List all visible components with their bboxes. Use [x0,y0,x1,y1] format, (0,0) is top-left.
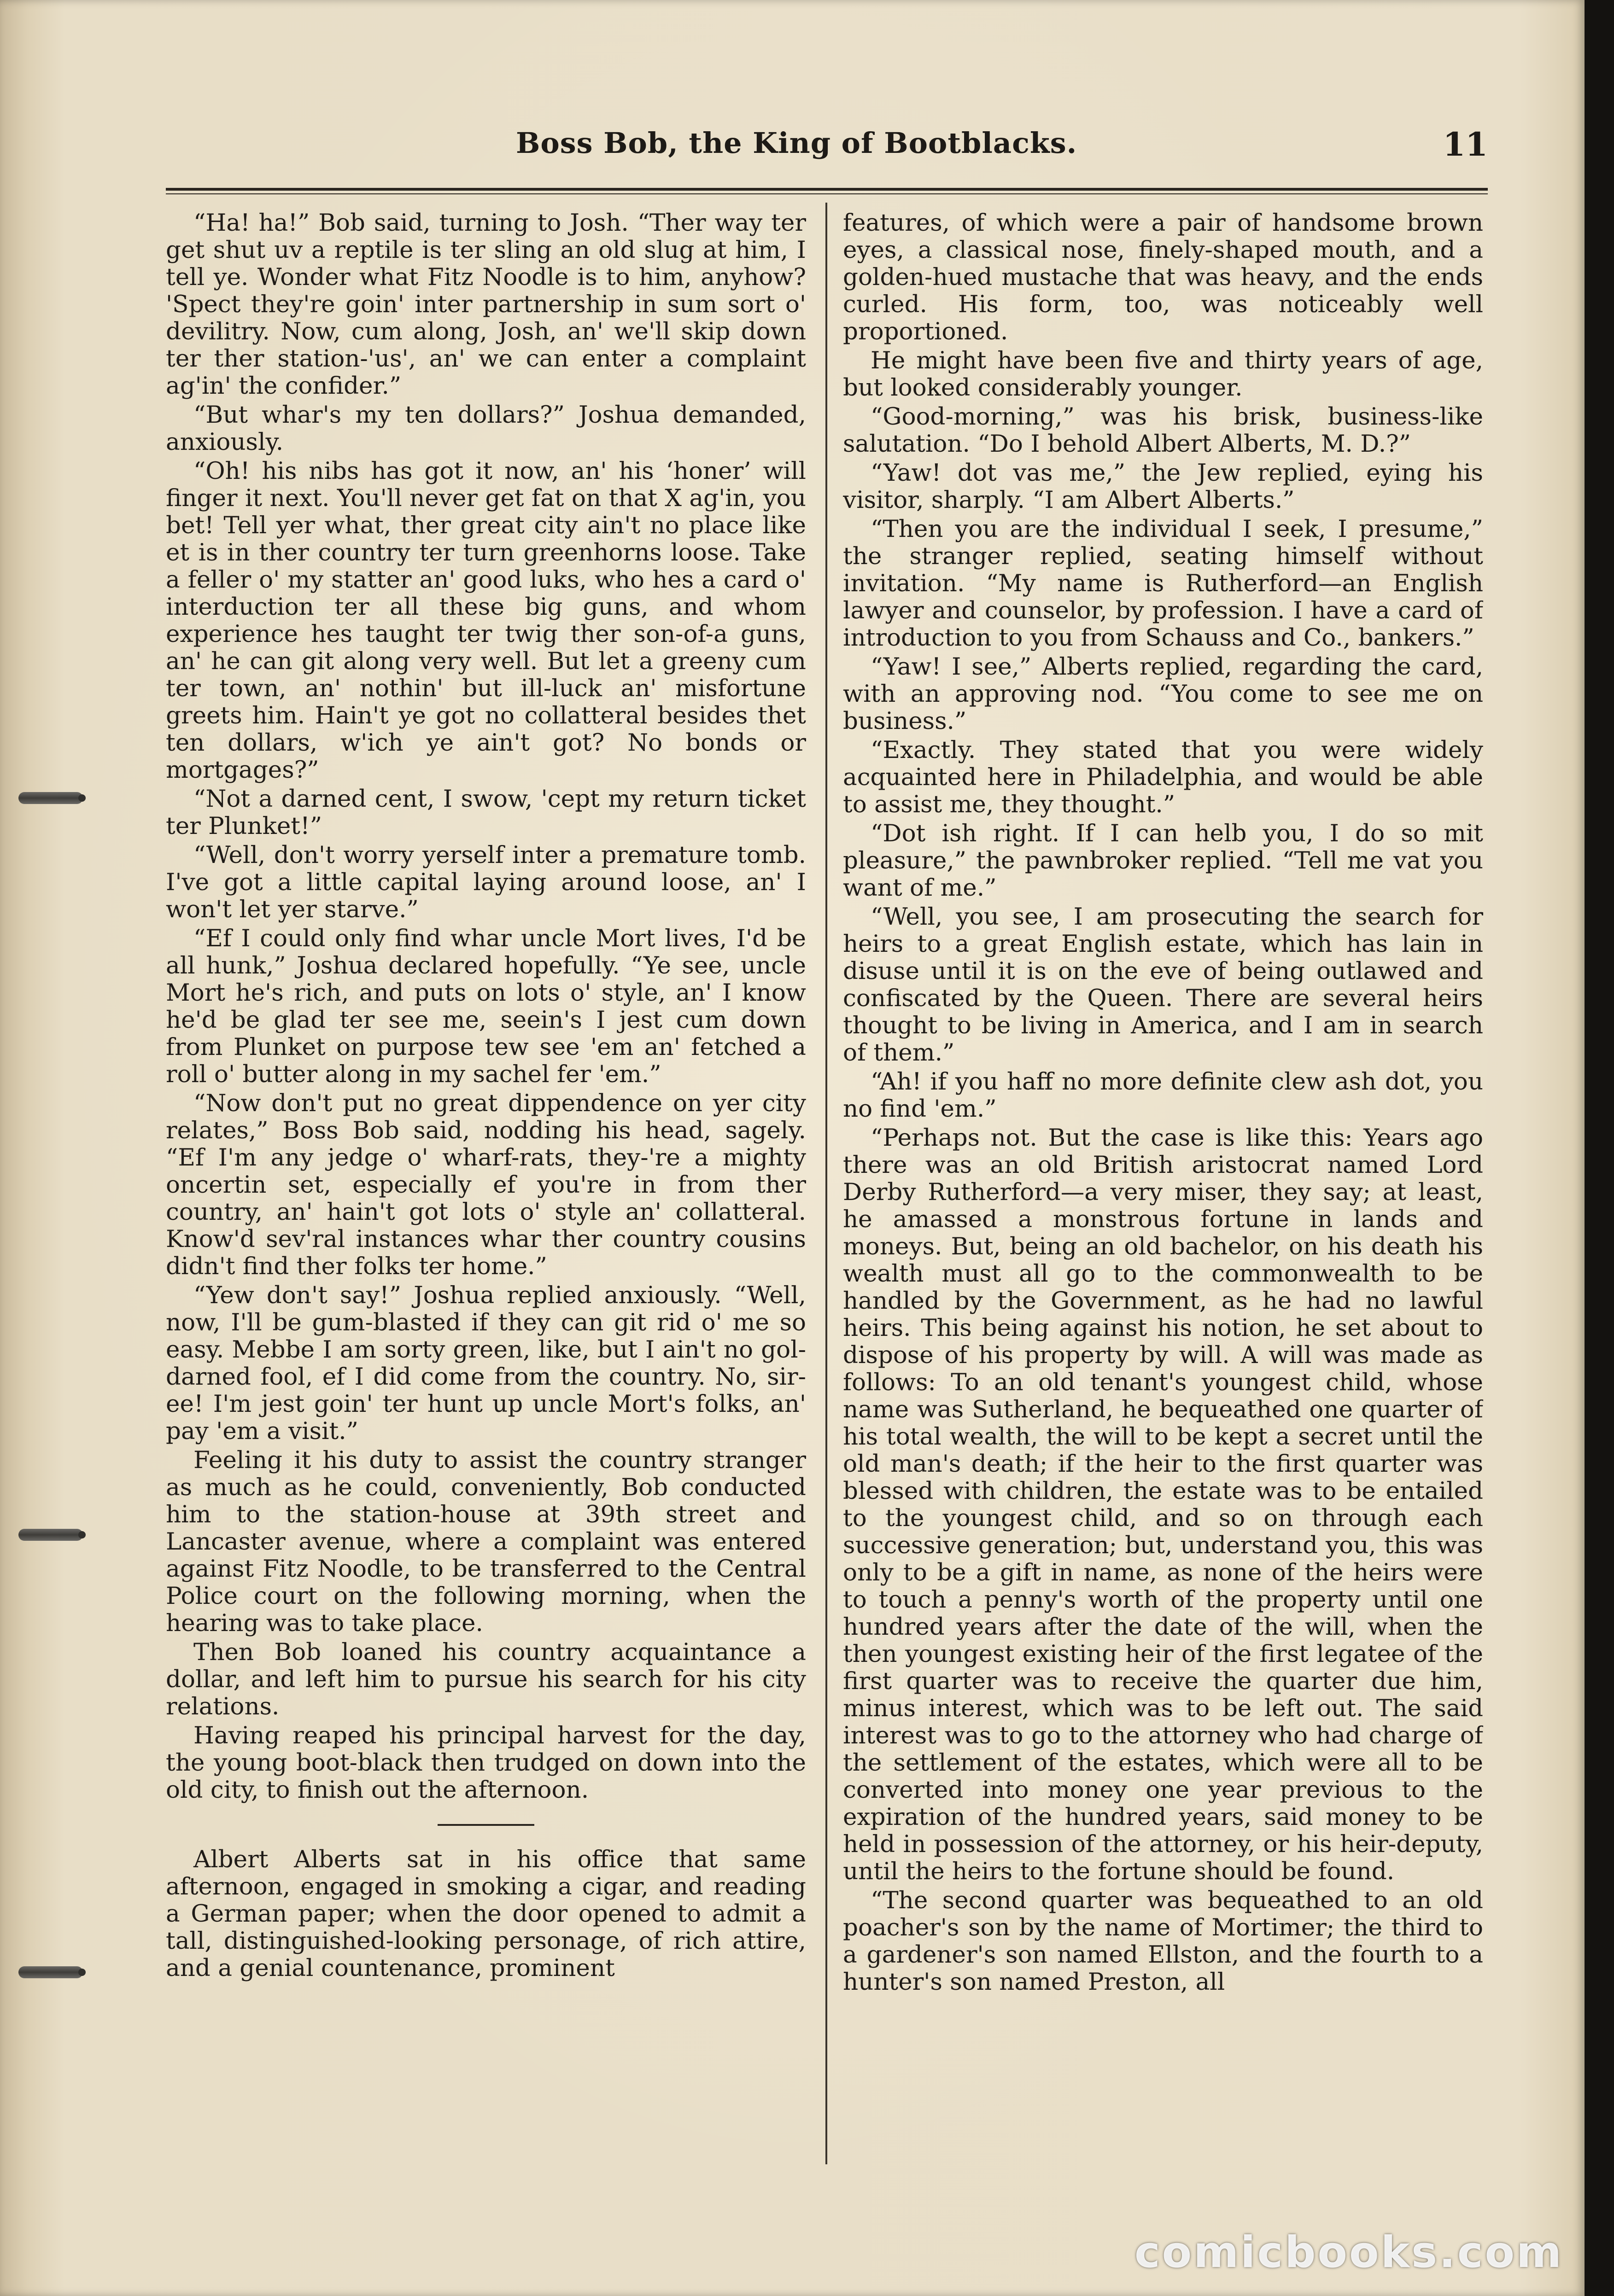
paragraph: “Now don't put no great dippendence on yer city relates,” Boss Bob said, nodding his head, sagely. “Ef I'm any jedge o' wharf-rats, they-'re a mighty oncertin set, especially ef you're in from ther country, an' hain't got lots o' style an' collatteral. Know'd sev'ral instances whar ther country cousins didn't find ther folks ter home.” [166,1090,806,1280]
running-title: Boss Bob, the King of Bootblacks. [516,126,1077,160]
left-paragraphs-after-divider [166,1846,806,1982]
paragraph: “Perhaps not. But the case is like this: Years ago there was an old British aristocrat named Lord Derby Rutherford—a very miser, they say; at least, he amassed a monstrous fortune in lands and moneys. But, being an old bachelor, on his death his wealth must all go to the commonwealth to be handled by the Government, as he had no lawful heirs. This being against his notion, he set about to dispose of his property by will. A will was made as follows: To an old tenant's youngest child, whose name was Sutherland, he bequeathed one quarter of his total wealth, the will to be kept a secret until the old man's death; if the heir to the first quarter was blessed with children, the estate was to be entailed to the youngest child, and so on through each successive generation; but, understand you, this was only to be a gift in name, as none of the heirs were to touch a penny's worth of the property until one hundred years after the date of the will, when the then youngest existing heir of the first legatee of the first quarter was to receive the quarter due him, minus interest, which was to be left out. The said interest was to go to the attorney who had charge of the settlement of the estates, which were all to be converted into money one year previous to the expiration of the hundred years, said money to be held in possession of the attorney, or his heir-deputy, until the heirs to the fortune should be found. [843,1124,1483,1885]
header-rule-thin [166,193,1488,194]
paragraph: “Ha! ha!” Bob said, turning to Josh. “Ther way ter get shut uv a reptile is ter sling an old slug at him, I tell ye. Wonder what Fitz Noodle is to him, anyhow? 'Spect they're goin' inter partnership in sum sort o' devilitry. Now, cum along, Josh, an' we'll skip down ter ther station-'us', an' we can enter a complaint ag'in' the confider.” [166,210,806,400]
paragraph: “Exactly. They stated that you were widely acquainted here in Philadelphia, and would be able to assist me, they thought.” [843,736,1483,818]
paragraph: “Yew don't say!” Joshua replied anxiously. “Well, now, I'll be gum-blasted if they can git rid o' me so easy. Mebbe I am sorty green, like, but I ain't no gol-darned fool, ef I did come from the country. No, sir-ee! I'm jest goin' ter hunt up uncle Mort's folks, an' pay 'em a visit.” [166,1282,806,1445]
binding-stitch [18,792,83,804]
left-paragraphs [166,210,806,1804]
paragraph: Feeling it his duty to assist the country stranger as much as he could, conveniently, Bob conducted him to the station-house at 39th street and Lancaster avenue, where a complaint was entered against Fitz Noodle, to be transferred to the Central Police court on the following morning, when the hearing was to take place. [166,1446,806,1637]
binding-stitch [18,1966,83,1978]
binding-stitch [18,1529,83,1541]
paragraph: features, of which were a pair of handsome brown eyes, a classical nose, finely-shaped mouth, and a golden-hued mustache that was heavy, and the ends curled. His form, too, was noticeably well proportioned. [843,210,1483,345]
paragraph: “Yaw! I see,” Alberts replied, regarding the card, with an approving nod. “You come to see me on business.” [843,653,1483,735]
paragraph: He might have been five and thirty years of age, but looked considerably younger. [843,347,1483,402]
paragraph: “Well, you see, I am prosecuting the search for heirs to a great English estate, which has lain in disuse until it is on the eve of being outlawed and confiscated by the Queen. There are several heirs thought to be living in America, and I am in search of them.” [843,903,1483,1066]
paragraph: “Good-morning,” was his brisk, business-like salutation. “Do I behold Albert Alberts, M. D.?” [843,403,1483,458]
paragraph: Albert Alberts sat in his office that same afternoon, engaged in smoking a cigar, and reading a German paper; when the door opened to admit a tall, distinguished-looking personage, of rich attire, and a genial countenance, prominent [166,1846,806,1982]
paragraph: “The second quarter was bequeathed to an old poacher's son by the name of Mortimer; the third to a gardener's son named Ellston, and the fourth to a hunter's son named Preston, all [843,1887,1483,1996]
page-header [166,121,1488,171]
paragraph: “Yaw! dot vas me,” the Jew replied, eying his visitor, sharply. “I am Albert Alberts.” [843,459,1483,514]
column-divider [825,203,827,2164]
paragraph: “Ef I could only find whar uncle Mort lives, I'd be all hunk,” Joshua declared hopefully. “Ye see, uncle Mort he's rich, and puts on lots o' style, an' I know he'd be glad ter see me, seein's I jest cum down from Plunket on purpose tew see 'em an' fetched a roll o' butter along in my sachel fer 'em.” [166,925,806,1088]
paragraph: “But whar's my ten dollars?” Joshua demanded, anxiously. [166,401,806,456]
right-column [843,210,1483,2162]
header-rule [166,188,1488,191]
paragraph: “Ah! if you haff no more definite clew ash dot, you no find 'em.” [843,1068,1483,1123]
paragraph: “Then you are the individual I seek, I presume,” the stranger replied, seating himself without invitation. “My name is Rutherford—an English lawyer and counselor, by profession. I have a card of introduction to you from Schauss and Co., bankers.” [843,515,1483,652]
paragraph: “Not a darned cent, I swow, 'cept my return ticket ter Plunket!” [166,785,806,840]
paragraph: Having reaped his principal harvest for the day, the young boot-black then trudged on down into the old city, to finish out the afternoon. [166,1722,806,1804]
page-number: 11 [1443,125,1488,163]
right-paragraphs [843,210,1483,1996]
section-divider [438,1824,534,1826]
watermark: comicbooks.com [1134,2227,1563,2278]
paragraph: “Dot ish right. If I can helb you, I do so mit pleasure,” the pawnbroker replied. “Tell me vat you want of me.” [843,820,1483,902]
paragraph: “Well, don't worry yerself inter a premature tomb. I've got a little capital laying around loose, an' I won't let yer starve.” [166,841,806,923]
paragraph: Then Bob loaned his country acquaintance a dollar, and left him to pursue his search for his city relations. [166,1638,806,1720]
left-column [166,210,806,2162]
paragraph: “Oh! his nibs has got it now, an' his ‘honer’ will finger it next. You'll never get fat on that X ag'in, you bet! Tell yer what, ther great city ain't no place like et is in ther country ter turn greenhorns loose. Take a feller o' my statter an' good luks, who hes a card o' interduction ter all these big guns, and whom experience hes taught ter twig ther son-of-a guns, an' he can git along very well. But let a greeny cum ter town, an' nothin' but ill-luck an' misfortune greets him. Hain't ye got no collatteral besides thet ten dollars, w'ich ye ain't got? No bonds or mortgages?” [166,457,806,784]
